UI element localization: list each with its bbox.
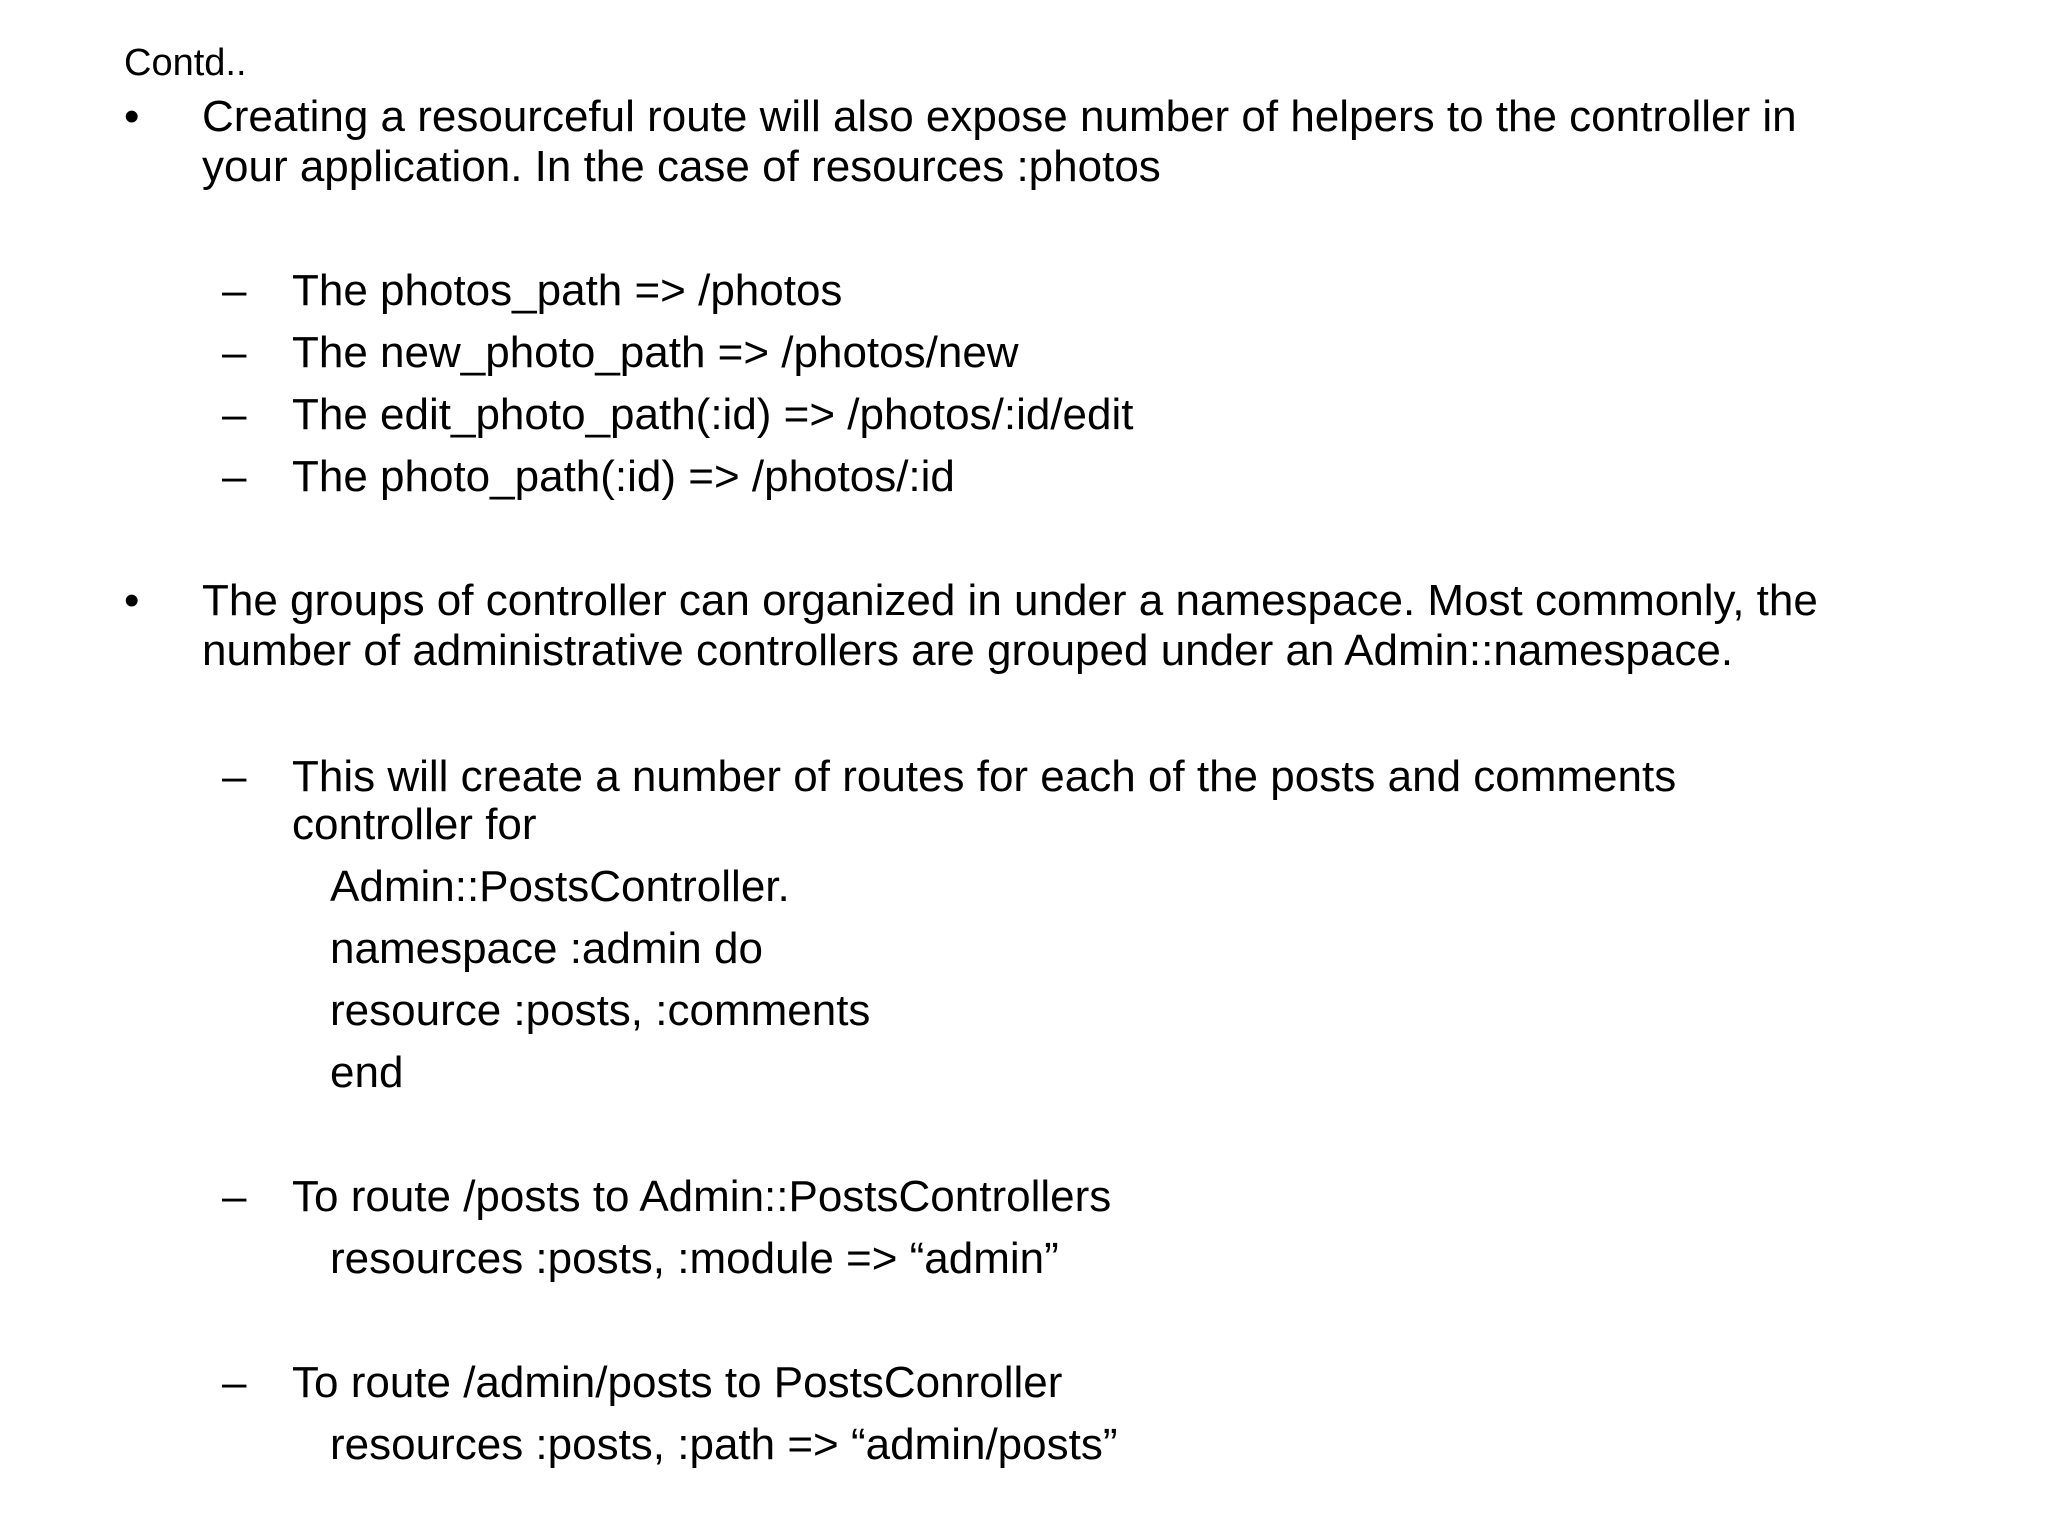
sub-item-text: To route /posts to Admin::PostsControllers	[292, 1172, 1112, 1221]
bullet-marker: •	[124, 92, 140, 141]
sub-item-text: This will create a number of routes for each of the posts and comments	[292, 752, 1677, 801]
sub-item-text: The photos_path => /photos	[292, 266, 843, 315]
code-line: namespace :admin do	[330, 924, 763, 973]
sub-item-text: The edit_photo_path(:id) => /photos/:id/edit	[292, 390, 1134, 439]
code-line: resources :posts, :module => “admin”	[330, 1234, 1059, 1283]
bullet-marker: •	[124, 576, 140, 625]
dash-marker: –	[222, 266, 247, 315]
bullet-line: The groups of controller can organized in under a namespace. Most commonly, the	[202, 576, 1818, 625]
dash-marker: –	[222, 452, 247, 501]
sub-item-text: The photo_path(:id) => /photos/:id	[292, 452, 955, 501]
dash-marker: –	[222, 390, 247, 439]
sub-item-continuation: controller for	[292, 800, 537, 849]
sub-item-text: The new_photo_path => /photos/new	[292, 328, 1019, 377]
dash-marker: –	[222, 1172, 247, 1221]
dash-marker: –	[222, 1358, 247, 1407]
dash-marker: –	[222, 752, 247, 801]
slide-title: Contd..	[124, 42, 247, 84]
bullet-line: your application. In the case of resources :photos	[202, 142, 1161, 191]
bullet-line: Creating a resourceful route will also expose number of helpers to the controller in	[202, 92, 1797, 141]
dash-marker: –	[222, 328, 247, 377]
code-line: end	[330, 1048, 404, 1097]
code-line: Admin::PostsController.	[330, 862, 790, 911]
sub-item-text: To route /admin/posts to PostsConroller	[292, 1358, 1063, 1407]
code-line: resources :posts, :path => “admin/posts”	[330, 1420, 1118, 1469]
bullet-line: number of administrative controllers are grouped under an Admin::namespace.	[202, 626, 1734, 675]
code-line: resource :posts, :comments	[330, 986, 871, 1035]
bullet-1-text	[202, 92, 2048, 192]
bullet-2-text	[202, 576, 2048, 676]
